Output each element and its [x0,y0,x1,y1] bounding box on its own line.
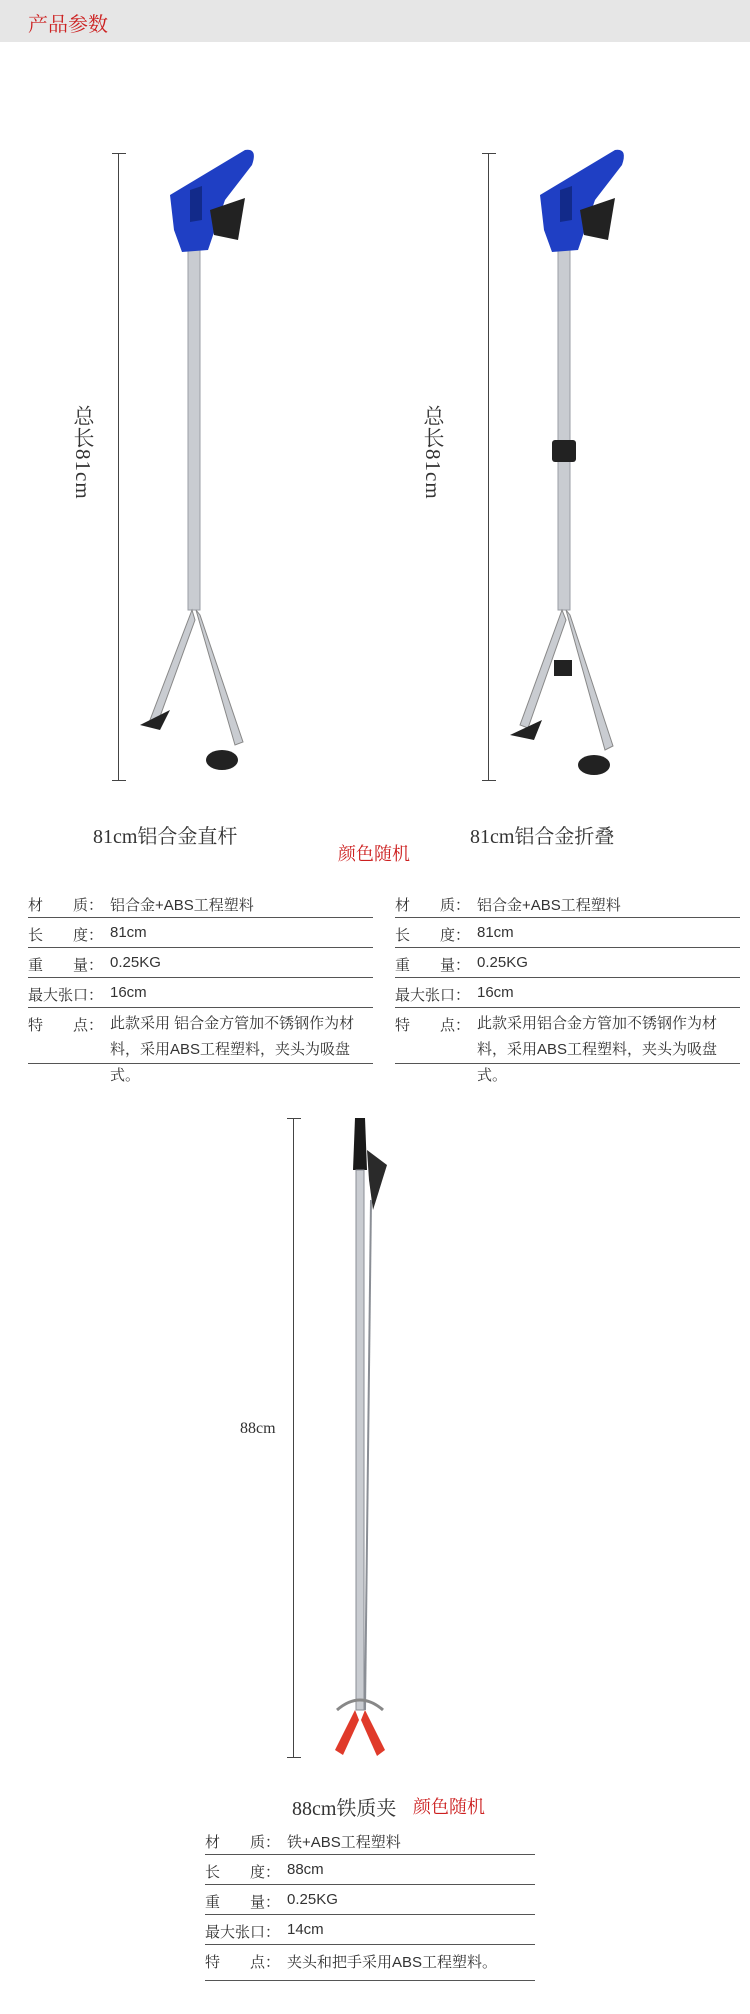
product-caption: 81cm铝合金折叠 [470,826,615,848]
product-image-iron-grabber [325,1110,425,1770]
color-random-note: 颜色随机 [338,844,410,864]
spec-row-feature [205,1945,535,1981]
spec-key: 材 质： [28,897,104,914]
product-caption: 88cm铁质夹 [292,1798,397,1820]
spec-key: 长 度： [205,1864,281,1881]
dimension-label: 88cm [240,1420,276,1437]
spec-row-feature [395,1008,740,1084]
spec-key: 材 质： [395,897,471,914]
spec-row-material [28,888,373,918]
spec-row-length [395,918,740,948]
spec-row-material [205,1825,535,1855]
spec-table [28,888,373,1084]
spec-key: 最大张口： [28,987,104,1004]
spec-key: 最大张口： [395,987,471,1004]
dimension-line [287,1118,301,1758]
dimension-line [112,153,126,781]
spec-table [205,1825,535,1981]
spec-value: 81cm [477,924,514,941]
dimension-label: 总长81cm [421,405,445,500]
spec-key: 特 点： [205,1954,281,1971]
spec-value: 0.25KG [477,954,528,971]
spec-key: 重 量： [395,957,471,974]
spec-row-weight [28,948,373,978]
spec-value: 81cm [110,924,147,941]
spec-value: 88cm [287,1861,324,1878]
spec-row-weight [205,1885,535,1915]
spec-value: 0.25KG [110,954,161,971]
spec-key: 最大张口： [205,1924,281,1941]
spec-value: 14cm [287,1921,324,1938]
spec-value: 铝合金+ABS工程塑料 [477,897,621,914]
product-image-straight-grabber [130,140,290,790]
spec-key: 特 点： [28,1017,104,1034]
spec-key: 长 度： [28,927,104,944]
dimension-line [482,153,496,781]
spec-value: 0.25KG [287,1891,338,1908]
spec-row-material [395,888,740,918]
spec-key: 特 点： [395,1017,471,1034]
spec-row-feature [28,1008,373,1084]
spec-value: 16cm [110,984,147,1001]
spec-row-length [28,918,373,948]
section-title: 产品参数 [28,14,108,36]
spec-key: 材 质： [205,1834,281,1851]
section-header [0,0,750,42]
spec-value: 铁+ABS工程塑料 [287,1834,401,1851]
spec-value: 夹头和把手采用ABS工程塑料。 [287,1954,498,1971]
spec-table [395,888,740,1084]
product-image-folding-grabber [510,140,670,790]
spec-value: 此款采用铝合金方管加不锈钢作为材料，采用ABS工程塑料，夹头为吸盘式。 [477,1015,718,1084]
spec-row-length [205,1855,535,1885]
spec-value: 此款采用 铝合金方管加不锈钢作为材料，采用ABS工程塑料，夹头为吸盘式。 [110,1015,355,1084]
spec-value: 16cm [477,984,514,1001]
spec-key: 重 量： [28,957,104,974]
dimension-label: 总长81cm [71,405,95,500]
spec-row-opening [28,978,373,1008]
spec-row-opening [205,1915,535,1945]
color-random-note: 颜色随机 [413,1797,485,1817]
spec-key: 重 量： [205,1894,281,1911]
product-caption: 81cm铝合金直杆 [93,826,238,848]
spec-row-weight [395,948,740,978]
spec-row-opening [395,978,740,1008]
spec-key: 长 度： [395,927,471,944]
spec-value: 铝合金+ABS工程塑料 [110,897,254,914]
